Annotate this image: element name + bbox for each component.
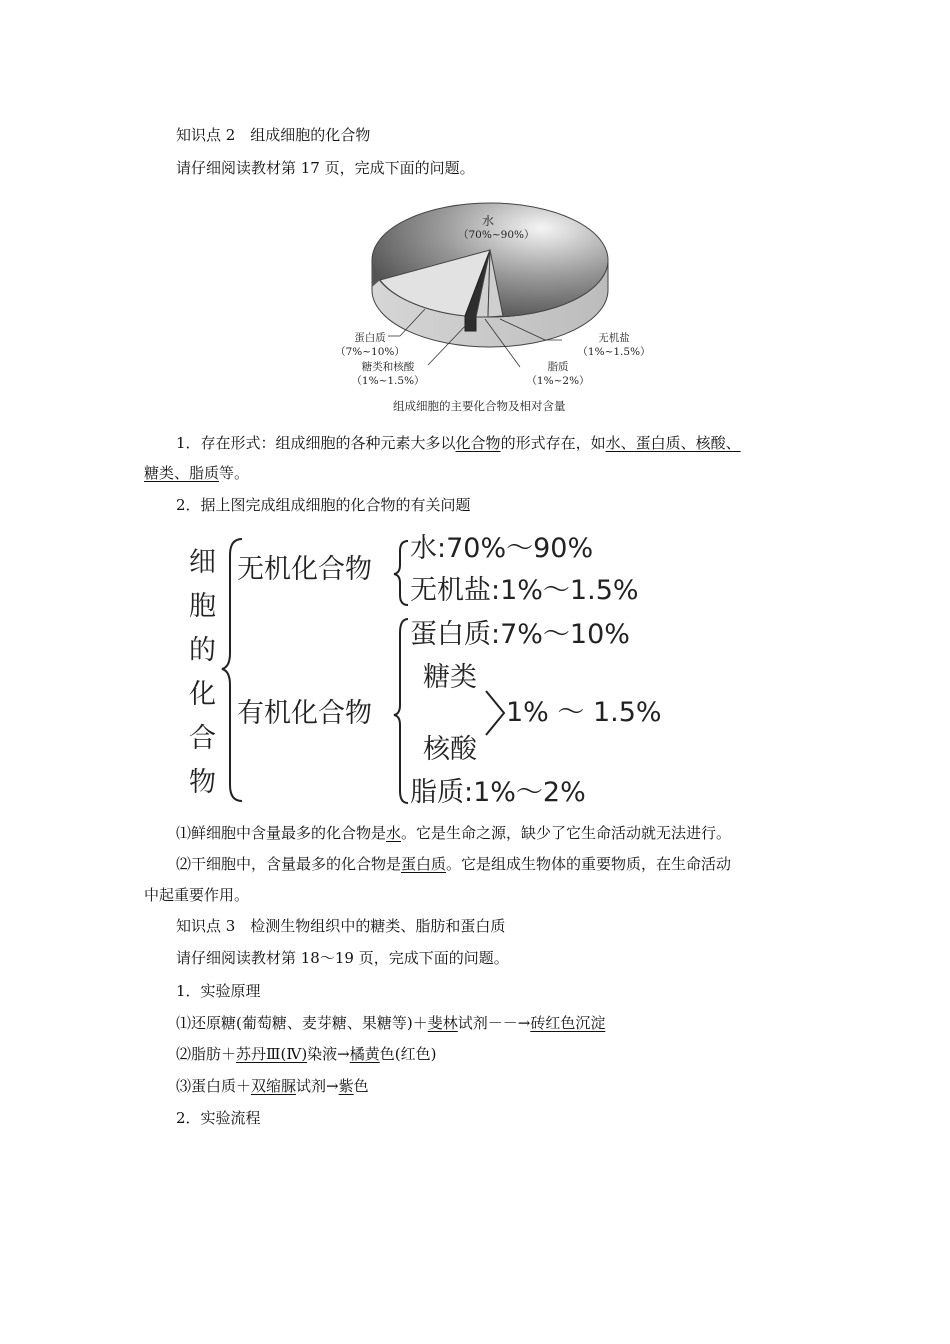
paragraph-existence-form-cont: 糖类、脂质等。 xyxy=(144,464,250,482)
tree-protein: 蛋白质:7%～10% xyxy=(410,619,630,650)
tree-root-label: 细 胞 的 化 合 物 xyxy=(189,547,216,798)
organic-brace xyxy=(394,619,408,803)
paragraph-question-2: 2．据上图完成组成细胞的化合物的有关问题 xyxy=(176,496,471,514)
answer-blank: 蛋白质 xyxy=(401,855,447,873)
sugar-nucleic-bracket xyxy=(486,691,504,735)
answer-blank: 紫 xyxy=(338,1077,354,1095)
answer-blank: 水 xyxy=(386,824,402,842)
tree-nucleic: 核酸 xyxy=(423,734,477,765)
answer-blank: 双缩脲 xyxy=(251,1077,297,1095)
instruction-text: 请仔细阅读教材第 18～19 页，完成下面的问题。 xyxy=(176,949,509,967)
answer-blank: 斐林 xyxy=(427,1014,458,1032)
instruction-text: 请仔细阅读教材第 17 页，完成下面的问题。 xyxy=(176,159,475,177)
principle-fat: ⑵脂肪＋苏丹Ⅲ(Ⅳ)染液→橘黄色(红色) xyxy=(176,1045,437,1063)
flow-title: 2．实验流程 xyxy=(176,1109,261,1127)
tree-sugar-nucleic-pct: 1% ～ 1.5% xyxy=(506,697,662,728)
pie-label-salt: 无机盐 （1%~1.5%） xyxy=(577,332,651,358)
tree-salt: 无机盐:1%～1.5% xyxy=(410,575,639,606)
answer-blank: 化合物 xyxy=(455,434,501,452)
section-heading: 知识点 3 检测生物组织中的糖类、脂肪和蛋白质 xyxy=(176,917,506,935)
inorganic-brace xyxy=(394,541,408,605)
tree-water: 水:70%～90% xyxy=(410,533,594,564)
principle-title: 1．实验原理 xyxy=(176,982,261,1000)
answer-blank: 苏丹Ⅲ(Ⅳ) xyxy=(236,1045,308,1063)
answer-blank: 砖红色沉淀 xyxy=(530,1014,606,1032)
tree-fat: 脂质:1%～2% xyxy=(410,777,586,808)
question-dry-cell: ⑵干细胞中，含量最多的化合物是蛋白质。它是组成生物体的重要物质，在生命活动 xyxy=(176,855,732,873)
tree-sugar: 糖类 xyxy=(423,662,477,693)
question-fresh-cell: ⑴鲜细胞中含量最多的化合物是水。它是生命之源，缺少了它生命活动就无法进行。 xyxy=(176,824,732,842)
answer-blank: 糖类、脂质 xyxy=(144,464,220,482)
pie-label-protein: 蛋白质 （7%~10%） xyxy=(335,332,405,358)
section-heading: 知识点 2 组成细胞的化合物 xyxy=(176,126,371,144)
figure-caption: 组成细胞的主要化合物及相对含量 xyxy=(393,399,566,413)
principle-reducing-sugar: ⑴还原糖(葡萄糖、麦芽糖、果糖等)＋斐林试剂－－→砖红色沉淀 xyxy=(176,1014,606,1032)
answer-blank: 橘黄 xyxy=(349,1045,380,1063)
principle-protein: ⑶蛋白质＋双缩脲试剂→紫色 xyxy=(176,1077,369,1095)
pie-label-fat: 脂质 （1%~2%） xyxy=(526,361,590,387)
tree-organic: 有机化合物 xyxy=(237,698,372,729)
paragraph-existence-form: 1．存在形式：组成细胞的各种元素大多以化合物的形式存在，如水、蛋白质、核酸、 xyxy=(176,434,741,452)
question-dry-cell-cont: 中起重要作用。 xyxy=(144,886,250,904)
pie-label-sugar-nucleic: 糖类和核酸 （1%~1.5%） xyxy=(351,361,425,387)
tree-inorganic: 无机化合物 xyxy=(237,554,372,585)
answer-blank: 水、蛋白质、核酸、 xyxy=(605,434,741,452)
pie-label-water: 水 （70%~90%） xyxy=(458,214,535,241)
